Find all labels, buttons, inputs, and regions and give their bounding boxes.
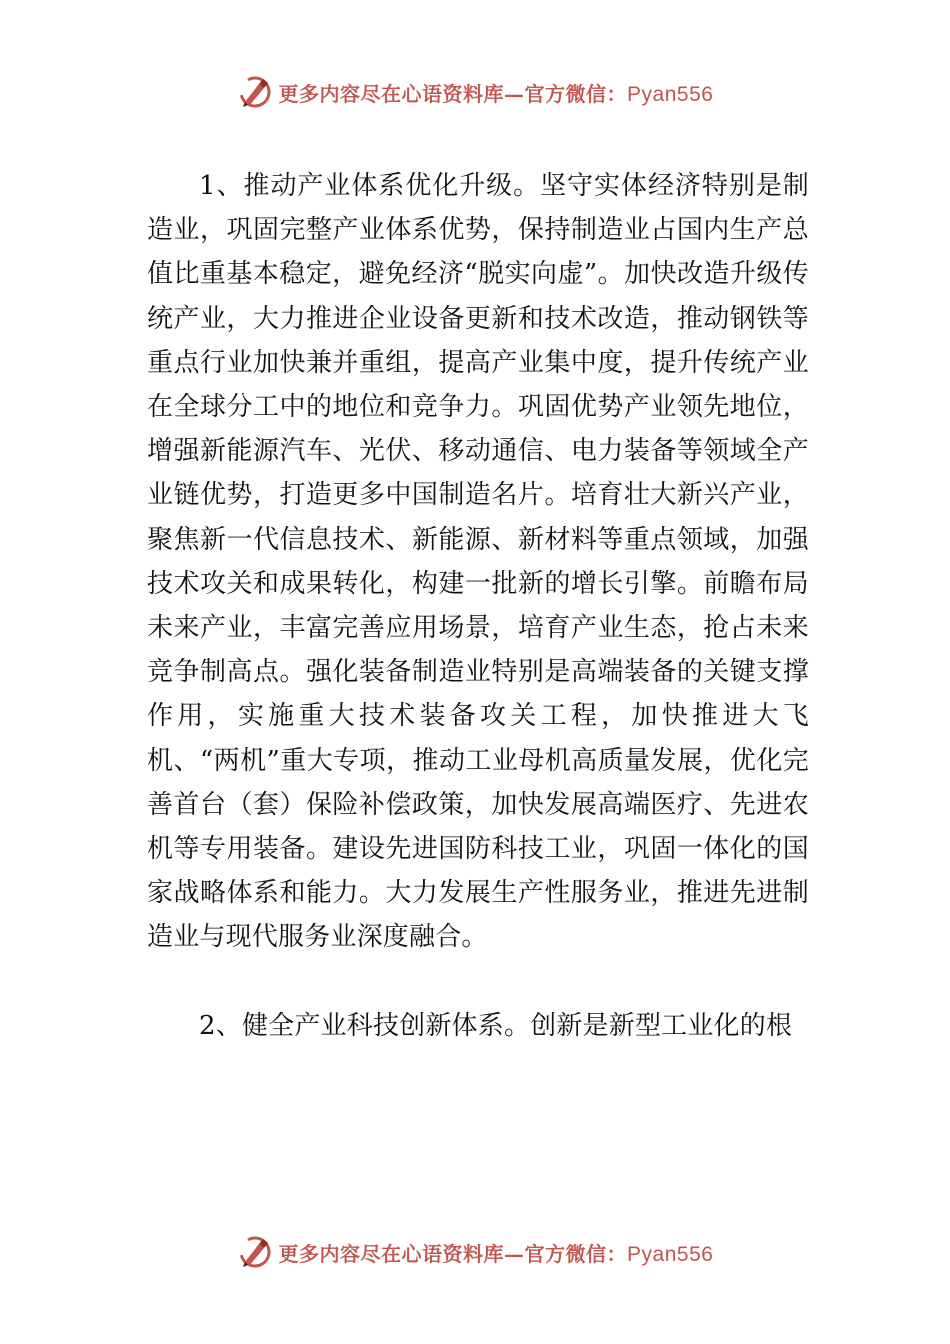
paragraph-1: 1、推动产业体系优化升级。坚守实体经济特别是制造业，巩固完整产业体系优势，保持制造业占国内生产总值比重基本稳定，避免经济“脱实向虚”。加快改造升级传统产业，大力推进企业设备更新和技术改造，推动钢铁等重点行业加快兼并重组，提高产业集中度，提升传统产业在全球分工中的地位和竞争力。巩固优势产业领先地位，增强新能源汽车、光伏、移动通信、电力装备等领域全产业链优势，打造更多中国制造名片。培育壮大新兴产业，聚焦新一代信息技术、新能源、新材料等重点领域，加强技术攻关和成果转化，构建一批新的增长引擎。前瞻布局未来产业，丰富完善应用场景，培育产业生态，抢占未来竞争制高点。强化装备制造业特别是高端装备的关键支撑作用，实施重大技术装备攻关工程，加快推进大飞机、“两机”重大专项，推动工业母机高质量发展，优化完善首台（套）保险补偿政策，加快发展高端医疗、先进农机等专用装备。建设先进国防科技工业，巩固一体化的国家战略体系和能力。大力发展生产性服务业，推进先进制造业与现代服务业深度融合。 xyxy=(147,171,809,953)
document-body xyxy=(147,164,809,1048)
banner-title: 更多内容尽在心语资料库—官方微信： xyxy=(278,81,628,106)
wechat-id: Pyan556 xyxy=(627,1242,714,1266)
banner-text xyxy=(279,78,714,107)
paragraph-2: 2、健全产业科技创新体系。创新是新型工业化的根 xyxy=(199,1010,793,1041)
header-banner xyxy=(0,72,950,112)
banner-text xyxy=(279,1238,714,1267)
pen-logo-icon xyxy=(237,1234,273,1270)
footer-banner xyxy=(0,1232,950,1272)
wechat-id: Pyan556 xyxy=(627,82,714,106)
pen-logo-icon xyxy=(237,74,273,110)
banner-title: 更多内容尽在心语资料库—官方微信： xyxy=(278,1241,628,1266)
